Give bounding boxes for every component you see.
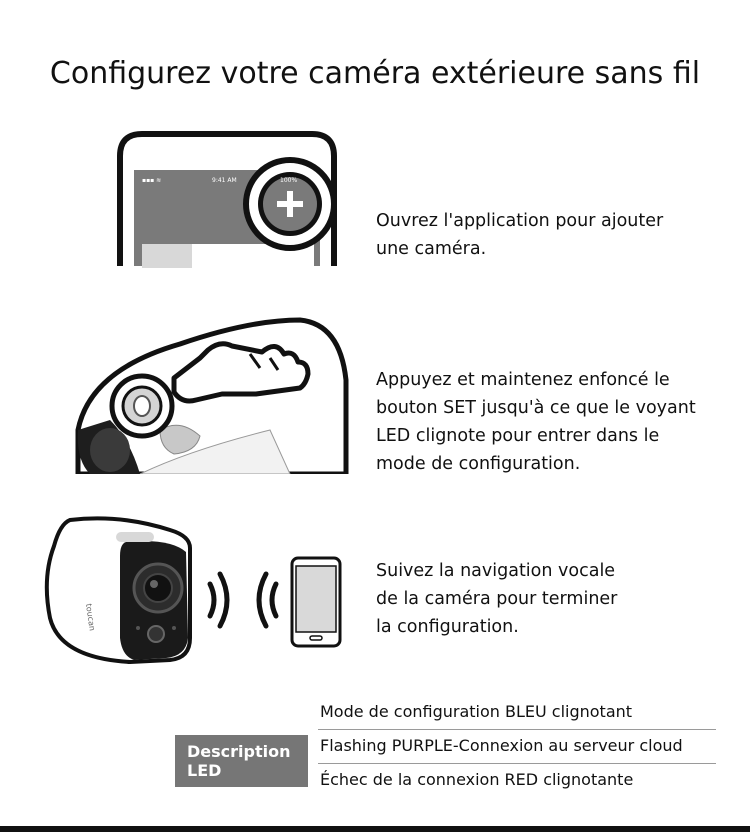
led-status-list	[318, 697, 716, 798]
step-1-line: une caméra.	[376, 239, 487, 259]
svg-text:▪▪▪ ≋: ▪▪▪ ≋	[142, 177, 162, 184]
step-3-line: la configuration.	[376, 617, 519, 637]
phone-battery: 100%	[280, 177, 298, 184]
step-3-line: de la caméra pour terminer	[376, 589, 618, 609]
led-status-row: Échec de la connexion RED clignotante	[320, 770, 634, 789]
step-1-text	[376, 207, 663, 263]
bottom-divider	[0, 826, 750, 832]
step-3-text	[376, 557, 617, 641]
step-3-line: Suivez la navigation vocale	[376, 561, 616, 581]
led-description-badge	[175, 735, 308, 787]
step-2-line: bouton SET jusqu'à ce que le voyant	[376, 398, 696, 418]
led-status-row: Mode de configuration BLEU clignotant	[318, 697, 716, 730]
step-1-line: Ouvrez l'application pour ajouter	[376, 211, 664, 231]
step-2-line: mode de configuration.	[376, 454, 581, 474]
led-badge-line: LED	[187, 761, 222, 780]
step-2-line: Appuyez et maintenez enfoncé le	[376, 370, 670, 390]
led-status-row: Flashing PURPLE-Connexion au serveur cloud	[318, 731, 716, 764]
phone-app-add-icon	[110, 128, 346, 268]
led-badge-line: Description	[187, 742, 291, 761]
camera-brand: toucan	[84, 603, 97, 632]
page-title: Configurez votre caméra extérieure sans fil	[49, 56, 701, 91]
step-2-line: LED clignote pour entrer dans le	[376, 426, 660, 446]
camera-voice-to-phone-icon	[40, 508, 350, 668]
step-2-text	[376, 366, 696, 478]
phone-time: 9:41 AM	[212, 177, 237, 184]
press-set-button-icon	[70, 310, 350, 474]
